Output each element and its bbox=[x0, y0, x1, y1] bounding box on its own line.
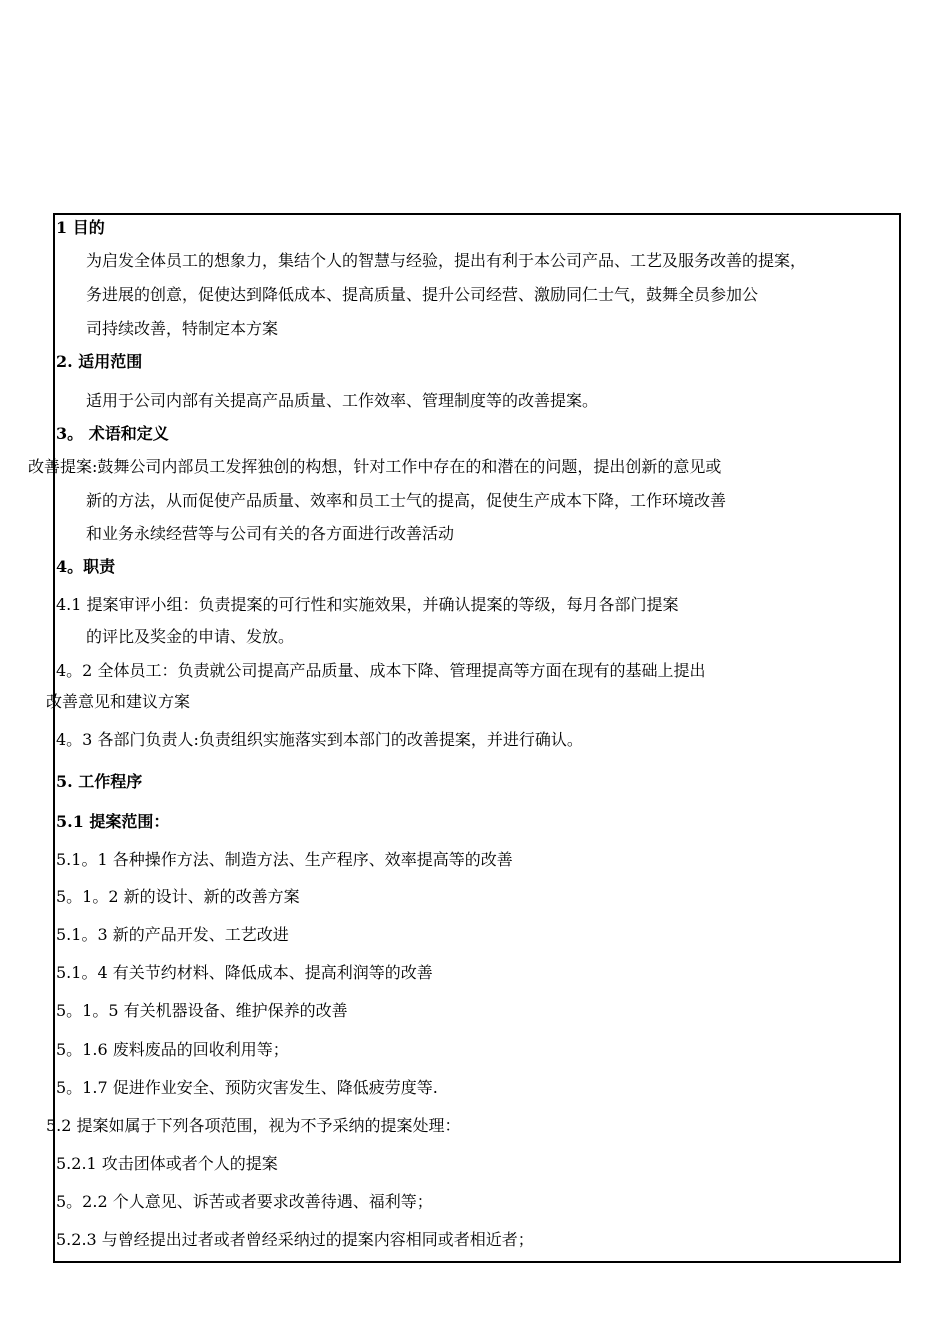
heading-terms: 3。 术语和定义 bbox=[56, 424, 169, 443]
paragraph-line: 新的方法，从而促使产品质量、效率和员工士气的提高，促使生产成本下降，工作环境改善 bbox=[86, 491, 727, 510]
paragraph-line: 为启发全体员工的想象力，集结个人的智慧与经验，提出有利于本公司产品、工艺及服务改善的提案， bbox=[86, 251, 807, 270]
paragraph-line: 4。3 各部门负责人:负责组织实施落实到本部门的改善提案，并进行确认。 bbox=[56, 730, 583, 749]
paragraph-line: 和业务永续经营等与公司有关的各方面进行改善活动 bbox=[86, 524, 455, 543]
list-item: 5。1.6 废料废品的回收利用等； bbox=[56, 1040, 289, 1059]
list-item: 5.2.3 与曾经提出过者或者曾经采纳过的提案内容相同或者相近者； bbox=[56, 1230, 534, 1249]
heading-purpose: 1 目的 bbox=[56, 218, 105, 237]
paragraph-line: 司持续改善，特制定本方案 bbox=[86, 319, 279, 338]
paragraph-line: 4.1 提案审评小组：负责提案的可行性和实施效果，并确认提案的等级，每月各部门提案 bbox=[56, 595, 679, 614]
paragraph-line: 适用于公司内部有关提高产品质量、工作效率、管理制度等的改善提案。 bbox=[86, 391, 599, 410]
paragraph-line: 改善提案:鼓舞公司内部员工发挥独创的构想，针对工作中存在的和潜在的问题，提出创新的意见或 bbox=[28, 457, 722, 476]
list-item: 5。1。5 有关机器设备、维护保养的改善 bbox=[56, 1001, 348, 1020]
list-item: 5。1.7 促进作业安全、预防灾害发生、降低疲劳度等. bbox=[56, 1078, 438, 1097]
subheading-scope: 5.1 提案范围： bbox=[56, 812, 170, 831]
heading-scope: 2. 适用范围 bbox=[56, 352, 143, 371]
list-item: 5.1。3 新的产品开发、工艺改进 bbox=[56, 925, 289, 944]
list-item: 5.1。4 有关节约材料、降低成本、提高利润等的改善 bbox=[56, 963, 433, 982]
paragraph-line: 改善意见和建议方案 bbox=[46, 692, 191, 711]
list-item: 5.1。1 各种操作方法、制造方法、生产程序、效率提高等的改善 bbox=[56, 850, 513, 869]
list-item: 5。1。2 新的设计、新的改善方案 bbox=[56, 887, 300, 906]
paragraph-line: 务进展的创意，促使达到降低成本、提高质量、提升公司经营、激励同仁士气，鼓舞全员参加公 bbox=[86, 285, 759, 304]
subheading-excluded: 5.2 提案如属于下列各项范围，视为不予采纳的提案处理： bbox=[46, 1116, 461, 1135]
paragraph-line: 的评比及奖金的申请、发放。 bbox=[86, 627, 295, 646]
list-item: 5.2.1 攻击团体或者个人的提案 bbox=[56, 1154, 278, 1173]
heading-procedure: 5. 工作程序 bbox=[56, 772, 143, 791]
heading-duties: 4。职责 bbox=[56, 557, 116, 576]
list-item: 5。2.2 个人意见、诉苦或者要求改善待遇、福利等； bbox=[56, 1192, 433, 1211]
paragraph-line: 4。2 全体员工：负责就公司提高产品质量、成本下降、管理提高等方面在现有的基础上提出 bbox=[56, 661, 706, 680]
